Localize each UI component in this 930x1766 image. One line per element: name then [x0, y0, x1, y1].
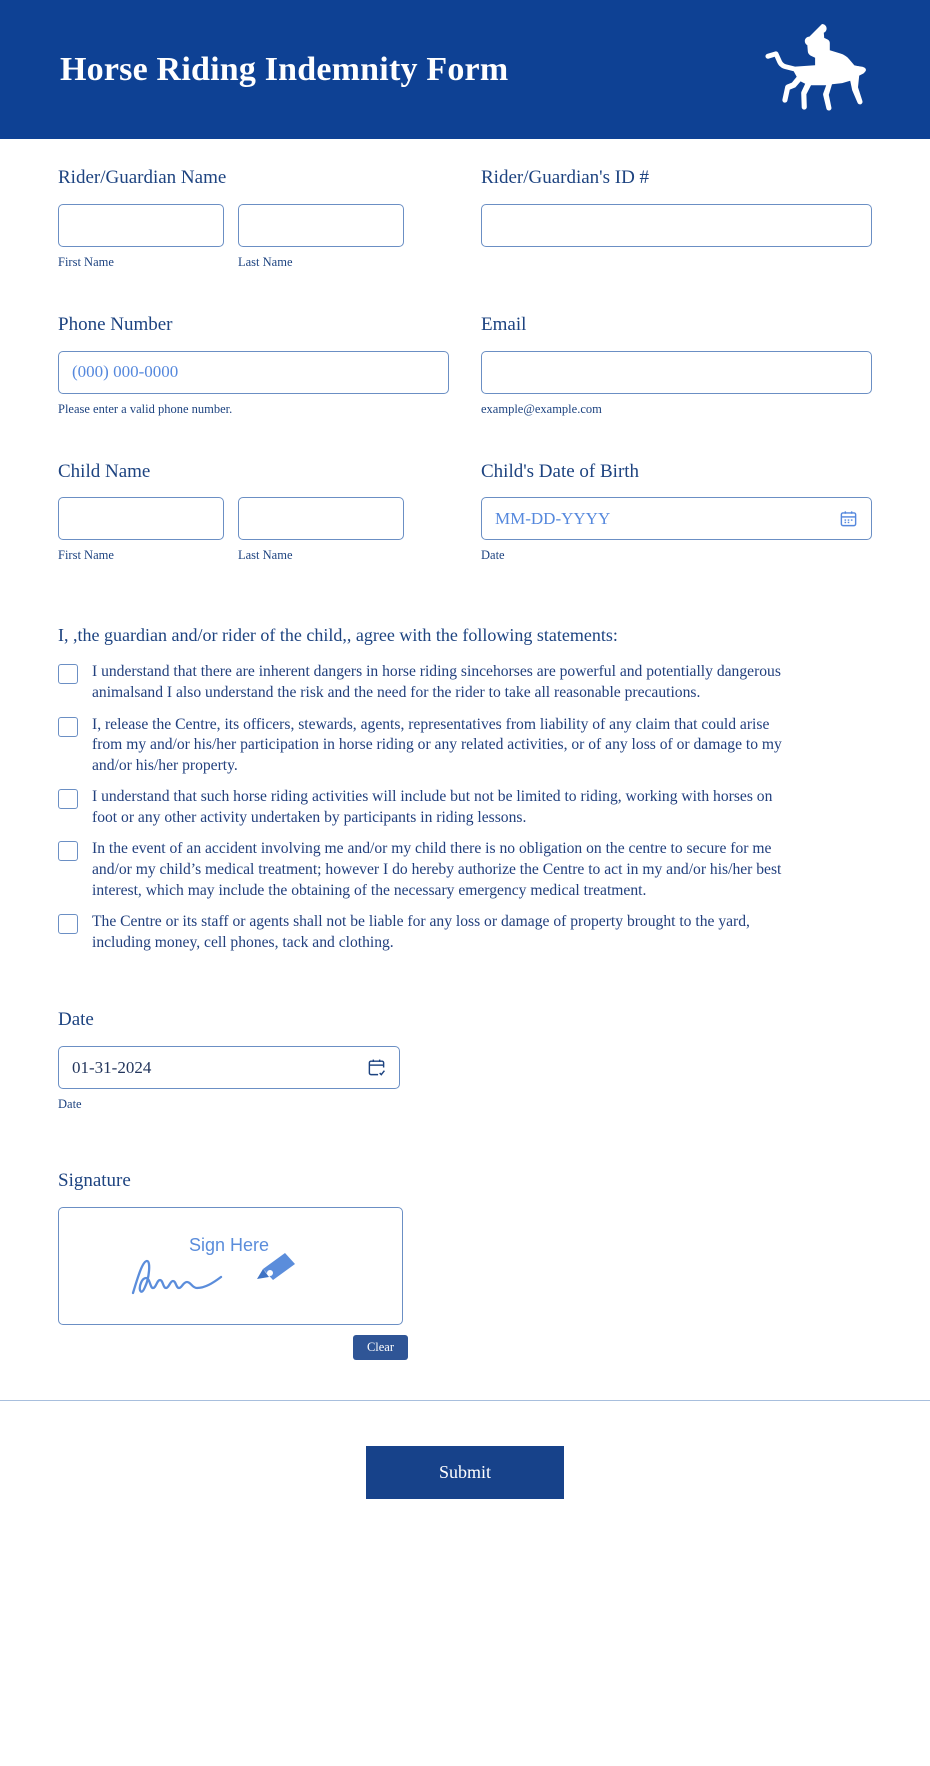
submit-button[interactable]: Submit	[366, 1446, 564, 1499]
field-phone	[58, 314, 449, 417]
rider-name-inputs	[58, 204, 449, 247]
rider-first-name-sublabel: First Name	[58, 254, 114, 269]
rider-id-input[interactable]	[481, 204, 872, 247]
row-child	[58, 461, 872, 564]
date-sublabel: Date	[58, 1097, 82, 1112]
child-name-sublabels	[58, 540, 449, 563]
statement-text: The Centre or its staff or agents shall not be liable for any loss or damage of property brought to the yard, including money, cell phones, tack and clothing.	[92, 913, 750, 951]
field-rider-name	[58, 167, 449, 270]
child-dob-label: Child's Date of Birth	[481, 460, 640, 482]
child-dob-input[interactable]	[481, 497, 872, 540]
statement-item[interactable]	[58, 662, 872, 703]
field-date	[58, 1009, 872, 1112]
child-dob-placeholder: MM-DD-YYYY	[495, 508, 611, 528]
statement-item[interactable]	[58, 839, 872, 901]
statement-text: I, release the Centre, its officers, stewards, agents, representatives from liability of any claim that could arise from my and/or his/her participation in horse riding or any related activities, or of any loss of or damage to my and/or his/her property.	[92, 715, 782, 774]
statement-text: I understand that such horse riding activities will include but not be limited to riding, working with horses on foot or any other activity undertaken by participants in riding lessons.	[92, 788, 773, 826]
calendar-check-icon[interactable]	[367, 1058, 386, 1077]
statement-checkbox[interactable]	[58, 841, 78, 861]
form-header	[0, 0, 930, 139]
statement-checkbox[interactable]	[58, 789, 78, 809]
horse-rider-silhouette-icon	[760, 18, 880, 123]
spacer	[58, 270, 872, 314]
submit-row	[58, 1446, 872, 1499]
signature-squiggle	[133, 1261, 221, 1293]
phone-label: Phone Number	[58, 313, 173, 335]
page-title: Horse Riding Indemnity Form	[60, 50, 509, 88]
rider-first-name-input[interactable]	[58, 204, 224, 247]
pen-nib-hole-icon	[267, 1270, 273, 1276]
footer-divider	[0, 1400, 930, 1401]
date-input[interactable]	[58, 1046, 400, 1089]
rider-last-name-sublabel: Last Name	[238, 254, 293, 269]
phone-input[interactable]: (000) 000-0000	[58, 351, 449, 394]
statement-text: I understand that there are inherent dangers in horse riding sincehorses are powerful and potentially dangerous animalsand I also understand the risk and the need for the rider to take all reasonable precautions.	[92, 663, 781, 701]
phone-help-text: Please enter a valid phone number.	[58, 401, 233, 416]
row-contact	[58, 314, 872, 417]
child-last-name-sublabel: Last Name	[238, 548, 293, 563]
statement-text: In the event of an accident involving me and/or my child there is no obligation on the centre to secure for me and/or my child’s medical treatment; however I do hereby authorize the Centre to act in my and/or his/her best interest, which may include the obtaining of the necessary emergency medical treatment.	[92, 840, 782, 899]
statement-checkbox[interactable]	[58, 914, 78, 934]
rider-name-label: Rider/Guardian Name	[58, 167, 227, 188]
calendar-icon[interactable]	[839, 509, 858, 528]
signature-label: Signature	[58, 1170, 131, 1192]
spacer	[58, 417, 872, 461]
signature-placeholder-graphic	[59, 1208, 402, 1324]
statement-checkbox[interactable]	[58, 717, 78, 737]
clear-signature-button[interactable]: Clear	[353, 1335, 408, 1360]
rider-name-sublabels	[58, 247, 449, 270]
form-body	[0, 139, 930, 1499]
statement-item[interactable]	[58, 912, 872, 953]
email-help-text: example@example.com	[481, 401, 602, 416]
row-rider-identity	[58, 167, 872, 270]
statement-item[interactable]	[58, 787, 872, 828]
child-first-name-sublabel: First Name	[58, 548, 114, 563]
sign-here-text: Sign Here	[188, 1234, 269, 1255]
field-signature	[58, 1170, 872, 1360]
agreement-statements	[58, 662, 872, 953]
signature-pad[interactable]	[58, 1207, 403, 1325]
child-last-name-input[interactable]	[238, 497, 404, 540]
field-email	[481, 314, 872, 417]
email-input[interactable]	[481, 351, 872, 394]
statement-checkbox[interactable]	[58, 664, 78, 684]
date-value: 01-31-2024	[72, 1057, 152, 1077]
field-child-dob	[481, 461, 872, 564]
field-child-name	[58, 461, 449, 564]
rider-id-label: Rider/Guardian's ID #	[481, 167, 650, 188]
field-rider-id	[481, 167, 872, 270]
child-name-inputs	[58, 497, 449, 540]
child-dob-sublabel: Date	[481, 548, 505, 563]
child-name-label: Child Name	[58, 460, 151, 482]
spacer	[58, 139, 872, 167]
date-label: Date	[58, 1009, 94, 1031]
child-first-name-input[interactable]	[58, 497, 224, 540]
statement-item[interactable]	[58, 715, 872, 777]
sign-here-graphic	[111, 1221, 351, 1311]
email-label: Email	[481, 313, 527, 335]
rider-last-name-input[interactable]	[238, 204, 404, 247]
agreement-intro: I, ,the guardian and/or rider of the child,, agree with the following statements:	[58, 625, 618, 646]
